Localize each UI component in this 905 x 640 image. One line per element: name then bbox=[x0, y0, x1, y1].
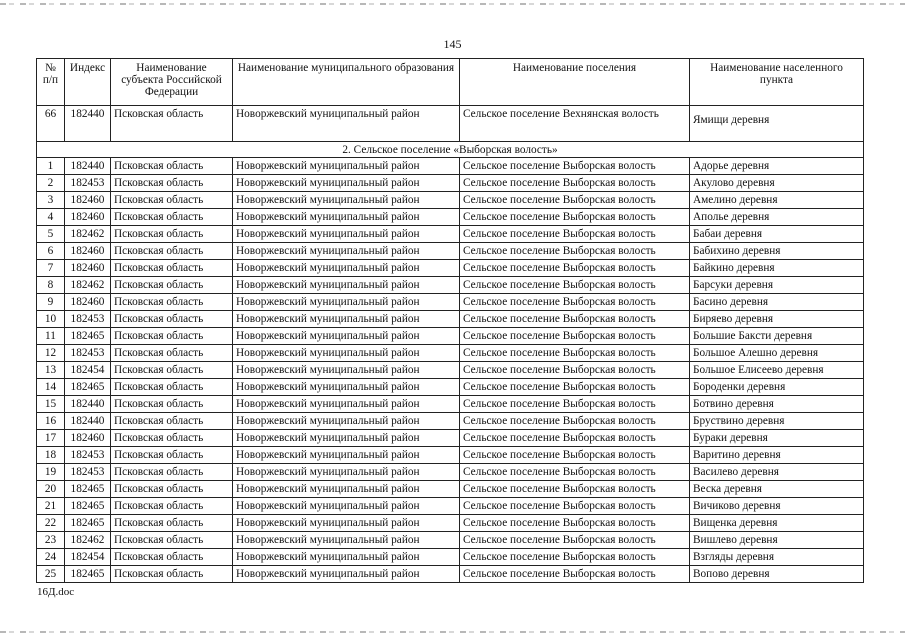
page-number: 145 bbox=[443, 37, 462, 51]
cell-municipality: Новоржевский муниципальный район bbox=[233, 532, 460, 549]
table-row bbox=[37, 566, 864, 583]
cell-locality: Веска деревня bbox=[690, 481, 864, 498]
cell-settlement: Сельское поселение Выборская волость bbox=[460, 430, 690, 447]
cell-locality: Биряево деревня bbox=[690, 311, 864, 328]
cell-index: 182440 bbox=[65, 396, 111, 413]
cell-subject: Псковская область bbox=[111, 515, 233, 532]
cell-municipality: Новоржевский муниципальный район bbox=[233, 430, 460, 447]
cell-index: 182460 bbox=[65, 294, 111, 311]
cell-settlement: Сельское поселение Выборская волость bbox=[460, 515, 690, 532]
table-row bbox=[37, 379, 864, 396]
cell-subject: Псковская область bbox=[111, 328, 233, 345]
table-row bbox=[37, 498, 864, 515]
cell-settlement: Сельское поселение Выборская волость bbox=[460, 498, 690, 515]
table-header-row bbox=[37, 59, 864, 106]
table-row bbox=[37, 311, 864, 328]
cell-num: 10 bbox=[37, 311, 65, 328]
cell-subject: Псковская область bbox=[111, 566, 233, 583]
cell-municipality: Новоржевский муниципальный район bbox=[233, 413, 460, 430]
cell-locality: Байкино деревня bbox=[690, 260, 864, 277]
cell-num: 4 bbox=[37, 209, 65, 226]
cell-locality: Большие Бакcти деревня bbox=[690, 328, 864, 345]
cell-municipality: Новоржевский муниципальный район bbox=[233, 549, 460, 566]
cell-num: 17 bbox=[37, 430, 65, 447]
cell-locality: Ботвино деревня bbox=[690, 396, 864, 413]
cell-subject: Псковская область bbox=[111, 175, 233, 192]
cell-subject: Псковская область bbox=[111, 532, 233, 549]
cell-locality: Вишлево деревня bbox=[690, 532, 864, 549]
table-row bbox=[37, 430, 864, 447]
table-row bbox=[37, 260, 864, 277]
table-row bbox=[37, 396, 864, 413]
cell-settlement: Сельское поселение Вехнянская волость bbox=[460, 106, 690, 142]
cell-num: 21 bbox=[37, 498, 65, 515]
cell-municipality: Новоржевский муниципальный район bbox=[233, 226, 460, 243]
table-row bbox=[37, 158, 864, 175]
cell-municipality: Новоржевский муниципальный район bbox=[233, 106, 460, 142]
cell-municipality: Новоржевский муниципальный район bbox=[233, 260, 460, 277]
cell-municipality: Новоржевский муниципальный район bbox=[233, 362, 460, 379]
cell-municipality: Новоржевский муниципальный район bbox=[233, 243, 460, 260]
table-row bbox=[37, 192, 864, 209]
cell-subject: Псковская область bbox=[111, 260, 233, 277]
cell-settlement: Сельское поселение Выборская волость bbox=[460, 379, 690, 396]
cell-locality: Аполье деревня bbox=[690, 209, 864, 226]
cell-settlement: Сельское поселение Выборская волость bbox=[460, 226, 690, 243]
cell-num: 1 bbox=[37, 158, 65, 175]
cell-index: 182462 bbox=[65, 532, 111, 549]
cell-locality: Акулово деревня bbox=[690, 175, 864, 192]
table-row bbox=[37, 226, 864, 243]
cell-index: 182454 bbox=[65, 362, 111, 379]
cell-municipality: Новоржевский муниципальный район bbox=[233, 396, 460, 413]
cell-settlement: Сельское поселение Выборская волость bbox=[460, 192, 690, 209]
cell-index: 182465 bbox=[65, 481, 111, 498]
cell-index: 182465 bbox=[65, 328, 111, 345]
footer-filename: 16Д.doc bbox=[37, 586, 75, 598]
cell-settlement: Сельское поселение Выборская волость bbox=[460, 260, 690, 277]
cell-index: 182460 bbox=[65, 243, 111, 260]
cell-num: 25 bbox=[37, 566, 65, 583]
cell-subject: Псковская область bbox=[111, 294, 233, 311]
table-row bbox=[37, 413, 864, 430]
cell-num: 5 bbox=[37, 226, 65, 243]
cell-municipality: Новоржевский муниципальный район bbox=[233, 192, 460, 209]
table-row bbox=[37, 481, 864, 498]
cell-num: 24 bbox=[37, 549, 65, 566]
header-subject: Наименование субъекта Российской Федерации bbox=[111, 59, 233, 106]
table-row bbox=[37, 447, 864, 464]
cell-num: 15 bbox=[37, 396, 65, 413]
cell-settlement: Сельское поселение Выборская волость bbox=[460, 277, 690, 294]
cell-num: 14 bbox=[37, 379, 65, 396]
table-row bbox=[37, 532, 864, 549]
cell-municipality: Новоржевский муниципальный район bbox=[233, 175, 460, 192]
cell-settlement: Сельское поселение Выборская волость bbox=[460, 566, 690, 583]
cell-index: 182460 bbox=[65, 430, 111, 447]
cell-locality: Басино деревня bbox=[690, 294, 864, 311]
table-row bbox=[37, 345, 864, 362]
cell-locality: Вищенка деревня bbox=[690, 515, 864, 532]
section-header-row bbox=[37, 142, 864, 158]
cell-settlement: Сельское поселение Выборская волость bbox=[460, 413, 690, 430]
cell-subject: Псковская область bbox=[111, 430, 233, 447]
cell-locality: Варитино деревня bbox=[690, 447, 864, 464]
cell-num: 2 bbox=[37, 175, 65, 192]
cell-index: 182460 bbox=[65, 192, 111, 209]
section-title: 2. Сельское поселение «Выборская волость» bbox=[37, 142, 864, 158]
table-row bbox=[37, 106, 864, 142]
cell-settlement: Сельское поселение Выборская волость bbox=[460, 175, 690, 192]
cell-subject: Псковская область bbox=[111, 379, 233, 396]
cell-subject: Псковская область bbox=[111, 396, 233, 413]
cell-num: 7 bbox=[37, 260, 65, 277]
table-row bbox=[37, 277, 864, 294]
cell-settlement: Сельское поселение Выборская волость bbox=[460, 396, 690, 413]
cell-locality: Бруствино деревня bbox=[690, 413, 864, 430]
cell-locality: Вичиково деревня bbox=[690, 498, 864, 515]
cell-municipality: Новоржевский муниципальный район bbox=[233, 328, 460, 345]
cell-municipality: Новоржевский муниципальный район bbox=[233, 379, 460, 396]
cell-index: 182465 bbox=[65, 379, 111, 396]
cell-index: 182465 bbox=[65, 566, 111, 583]
cell-subject: Псковская область bbox=[111, 106, 233, 142]
header-locality: Наименование населенного пункта bbox=[690, 59, 864, 106]
cell-index: 182453 bbox=[65, 311, 111, 328]
cell-num: 12 bbox=[37, 345, 65, 362]
cell-index: 182453 bbox=[65, 175, 111, 192]
cell-subject: Псковская область bbox=[111, 277, 233, 294]
cell-subject: Псковская область bbox=[111, 447, 233, 464]
settlements-table bbox=[36, 58, 864, 583]
cell-num: 16 bbox=[37, 413, 65, 430]
header-settlement: Наименование поселения bbox=[460, 59, 690, 106]
cell-subject: Псковская область bbox=[111, 311, 233, 328]
cell-num: 3 bbox=[37, 192, 65, 209]
cell-municipality: Новоржевский муниципальный район bbox=[233, 447, 460, 464]
cell-municipality: Новоржевский муниципальный район bbox=[233, 345, 460, 362]
cell-locality: Большое Елисеево деревня bbox=[690, 362, 864, 379]
cell-municipality: Новоржевский муниципальный район bbox=[233, 311, 460, 328]
cell-num: 13 bbox=[37, 362, 65, 379]
cell-municipality: Новоржевский муниципальный район bbox=[233, 481, 460, 498]
cell-settlement: Сельское поселение Выборская волость bbox=[460, 158, 690, 175]
table-row bbox=[37, 549, 864, 566]
cell-num: 20 bbox=[37, 481, 65, 498]
cell-index: 182460 bbox=[65, 260, 111, 277]
cell-subject: Псковская область bbox=[111, 549, 233, 566]
cell-settlement: Сельское поселение Выборская волость bbox=[460, 447, 690, 464]
cell-subject: Псковская область bbox=[111, 464, 233, 481]
cell-index: 182460 bbox=[65, 209, 111, 226]
cell-index: 182440 bbox=[65, 106, 111, 142]
scan-edge-bottom bbox=[0, 631, 905, 633]
cell-municipality: Новоржевский муниципальный район bbox=[233, 515, 460, 532]
header-index: Индекс bbox=[65, 59, 111, 106]
header-num: № п/п bbox=[37, 59, 65, 106]
cell-index: 182440 bbox=[65, 413, 111, 430]
cell-num: 8 bbox=[37, 277, 65, 294]
cell-settlement: Сельское поселение Выборская волость bbox=[460, 243, 690, 260]
table-row bbox=[37, 328, 864, 345]
cell-municipality: Новоржевский муниципальный район bbox=[233, 464, 460, 481]
cell-settlement: Сельское поселение Выборская волость bbox=[460, 481, 690, 498]
cell-settlement: Сельское поселение Выборская волость bbox=[460, 362, 690, 379]
cell-num: 66 bbox=[37, 106, 65, 142]
cell-subject: Псковская область bbox=[111, 226, 233, 243]
cell-subject: Псковская область bbox=[111, 243, 233, 260]
cell-index: 182453 bbox=[65, 447, 111, 464]
cell-locality: Барсуки деревня bbox=[690, 277, 864, 294]
header-municipality: Наименование муниципального образования bbox=[233, 59, 460, 106]
cell-num: 22 bbox=[37, 515, 65, 532]
cell-index: 182462 bbox=[65, 226, 111, 243]
cell-municipality: Новоржевский муниципальный район bbox=[233, 566, 460, 583]
cell-settlement: Сельское поселение Выборская волость bbox=[460, 549, 690, 566]
cell-num: 9 bbox=[37, 294, 65, 311]
cell-index: 182453 bbox=[65, 345, 111, 362]
cell-index: 182462 bbox=[65, 277, 111, 294]
cell-subject: Псковская область bbox=[111, 481, 233, 498]
cell-settlement: Сельское поселение Выборская волость bbox=[460, 209, 690, 226]
cell-settlement: Сельское поселение Выборская волость bbox=[460, 345, 690, 362]
cell-municipality: Новоржевский муниципальный район bbox=[233, 294, 460, 311]
cell-municipality: Новоржевский муниципальный район bbox=[233, 158, 460, 175]
cell-locality: Большое Алешно деревня bbox=[690, 345, 864, 362]
cell-subject: Псковская область bbox=[111, 209, 233, 226]
cell-locality: Взгляды деревня bbox=[690, 549, 864, 566]
cell-index: 182465 bbox=[65, 498, 111, 515]
cell-index: 182453 bbox=[65, 464, 111, 481]
table-row bbox=[37, 243, 864, 260]
table-row bbox=[37, 209, 864, 226]
cell-num: 23 bbox=[37, 532, 65, 549]
cell-num: 18 bbox=[37, 447, 65, 464]
cell-locality: Ямищи деревня bbox=[690, 106, 864, 142]
cell-locality: Бураки деревня bbox=[690, 430, 864, 447]
cell-locality: Бабихино деревня bbox=[690, 243, 864, 260]
cell-municipality: Новоржевский муниципальный район bbox=[233, 498, 460, 515]
cell-locality: Василево деревня bbox=[690, 464, 864, 481]
table-row bbox=[37, 175, 864, 192]
scan-edge-top bbox=[0, 3, 905, 5]
table-row bbox=[37, 294, 864, 311]
cell-settlement: Сельское поселение Выборская волость bbox=[460, 311, 690, 328]
table-row bbox=[37, 362, 864, 379]
cell-locality: Амелино деревня bbox=[690, 192, 864, 209]
cell-municipality: Новоржевский муниципальный район bbox=[233, 277, 460, 294]
cell-settlement: Сельское поселение Выборская волость bbox=[460, 294, 690, 311]
cell-municipality: Новоржевский муниципальный район bbox=[233, 209, 460, 226]
cell-subject: Псковская область bbox=[111, 413, 233, 430]
cell-index: 182440 bbox=[65, 158, 111, 175]
table-row bbox=[37, 515, 864, 532]
cell-num: 19 bbox=[37, 464, 65, 481]
cell-num: 11 bbox=[37, 328, 65, 345]
cell-index: 182454 bbox=[65, 549, 111, 566]
cell-num: 6 bbox=[37, 243, 65, 260]
cell-locality: Бабаи деревня bbox=[690, 226, 864, 243]
cell-settlement: Сельское поселение Выборская волость bbox=[460, 532, 690, 549]
cell-subject: Псковская область bbox=[111, 362, 233, 379]
cell-subject: Псковская область bbox=[111, 158, 233, 175]
cell-subject: Псковская область bbox=[111, 192, 233, 209]
cell-locality: Вопово деревня bbox=[690, 566, 864, 583]
cell-subject: Псковская область bbox=[111, 345, 233, 362]
table-row bbox=[37, 464, 864, 481]
cell-locality: Адорье деревня bbox=[690, 158, 864, 175]
cell-index: 182465 bbox=[65, 515, 111, 532]
cell-subject: Псковская область bbox=[111, 498, 233, 515]
cell-settlement: Сельское поселение Выборская волость bbox=[460, 464, 690, 481]
cell-locality: Бороденки деревня bbox=[690, 379, 864, 396]
cell-settlement: Сельское поселение Выборская волость bbox=[460, 328, 690, 345]
